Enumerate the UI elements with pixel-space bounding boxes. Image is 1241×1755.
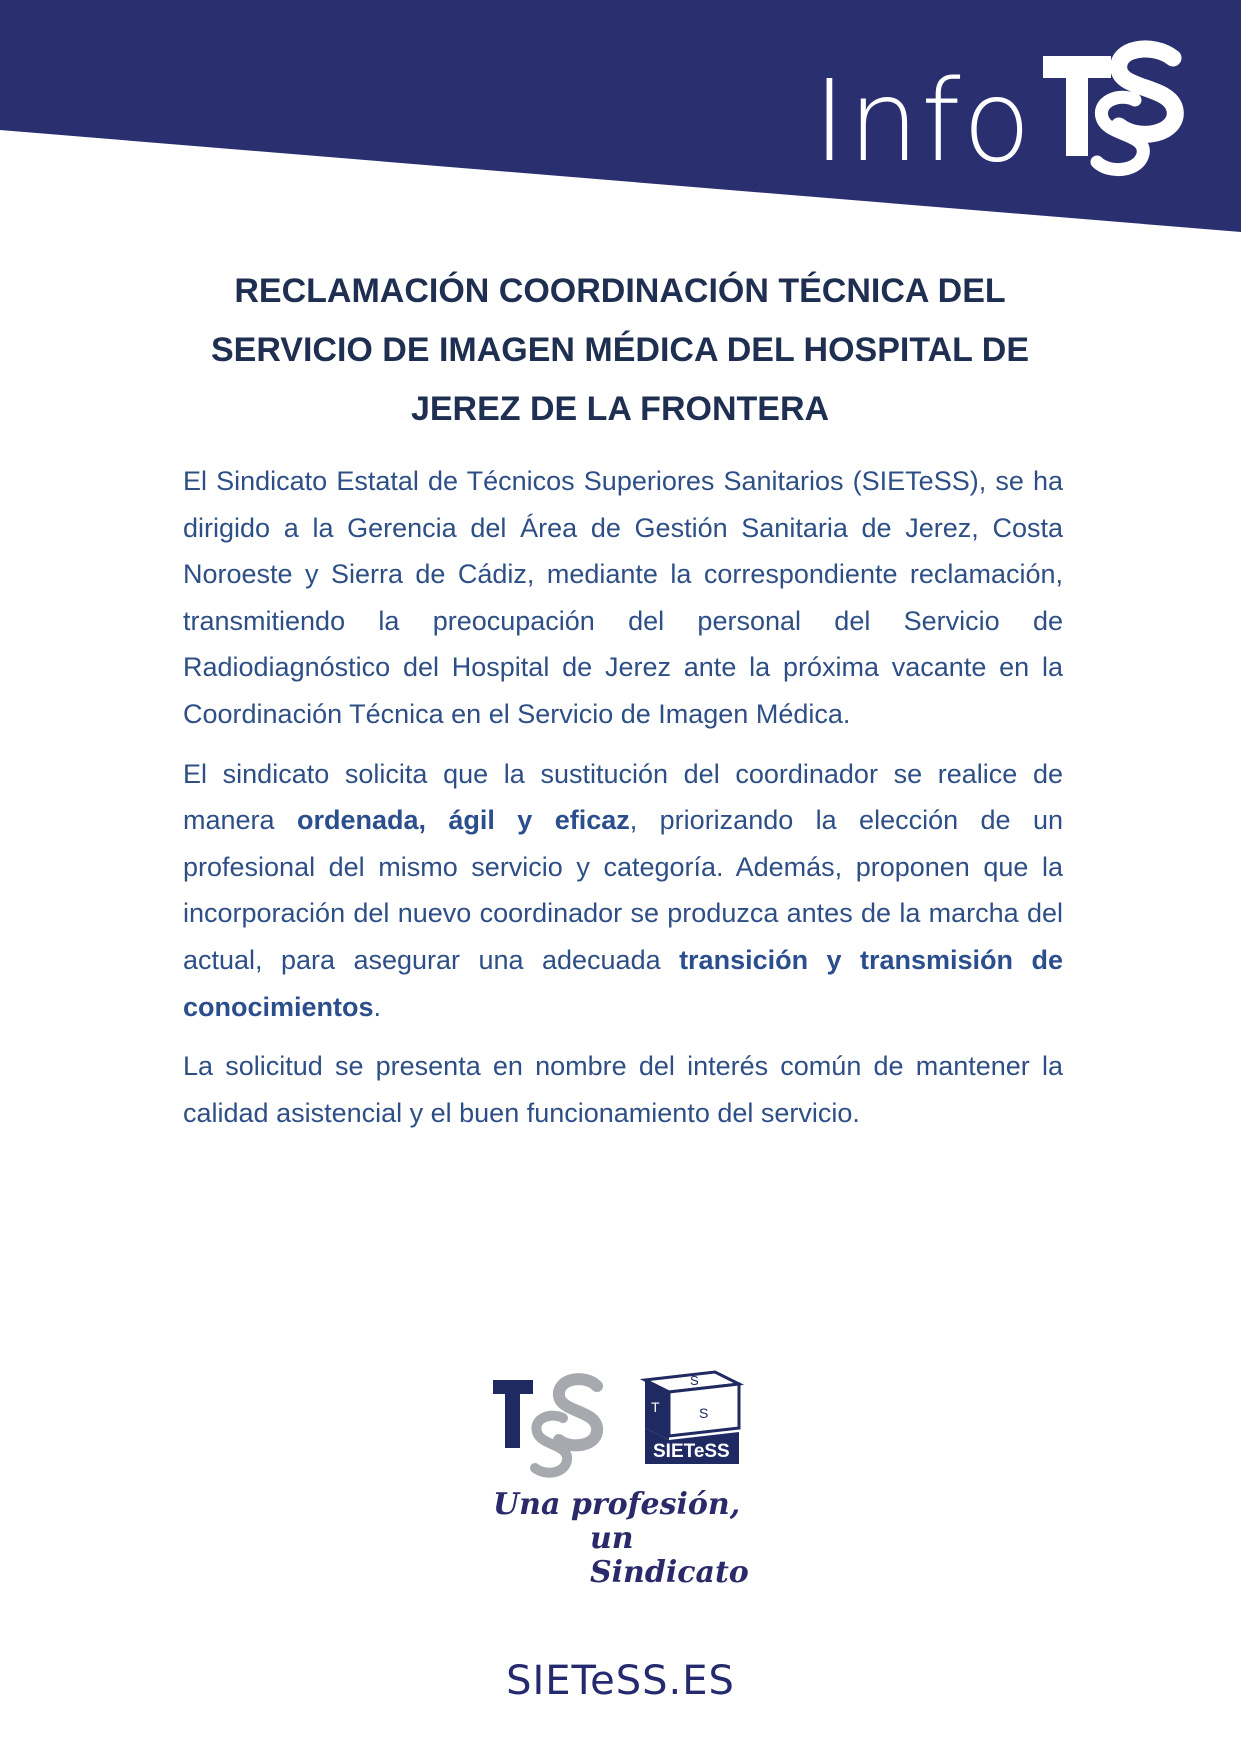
paragraph-2-text-a: El sindicato solicita que la sustitución del coordinador se realice de manera (183, 758, 1063, 836)
document-title (150, 262, 1090, 439)
cube-letter-right: S (699, 1405, 709, 1421)
paragraph-2-text-c: , priorizando la elección de un profesional del mismo servicio y categoría. Además, proponen que la incorporación del nuevo coordinador se produzca antes de la marcha del actual, para asegurar una adecuada (183, 805, 1063, 975)
paragraph-1: El Sindicato Estatal de Técnicos Superiores Sanitarios (SIETeSS), se ha dirigido a la Gerencia del Área de Gestión Sanitaria de Jerez, Costa Noroeste y Sierra de Cádiz, mediante la correspondiente reclamación, transmitiendo la preocupación del personal del Servicio de Radiodiagnóstico del Hospital de Jerez ante la próxima vacante en la Coordinación Técnica en el Servicio de Imagen Médica. (183, 466, 1063, 729)
tss-logo-icon (1043, 38, 1193, 178)
sietess-logo-block (485, 1370, 775, 1590)
brand-prefix: Info (813, 57, 1033, 187)
document-body (183, 458, 1063, 1149)
tagline-line-1: Una profesión, (493, 1487, 741, 1522)
cube-letter-top: S (690, 1373, 699, 1388)
sietess-logo-icon (485, 1370, 775, 1490)
infotss-brand (813, 28, 1193, 187)
title-line-1: RECLAMACIÓN COORDINACIÓN TÉCNICA DEL (234, 272, 1006, 310)
paragraph-2-emphasis-2: transición y transmisión de conocimientos (183, 944, 1063, 1022)
paragraph-2 (183, 751, 1063, 1031)
cube-letter-left: T (651, 1399, 660, 1415)
tagline-line-2: un Sindicato (590, 1521, 749, 1590)
paragraph-2-text-e: . (373, 991, 382, 1022)
title-line-3: JEREZ DE LA FRONTERA (410, 390, 830, 428)
footer-website: SIETeSS.ES (506, 1658, 735, 1704)
paragraph-2-emphasis-1: ordenada, ágil y eficaz (296, 805, 630, 836)
org-name: SIETeSS (653, 1441, 730, 1462)
title-line-2: SERVICIO DE IMAGEN MÉDICA DEL HOSPITAL DE (211, 331, 1029, 369)
paragraph-3: La solicitud se presenta en nombre del interés común de mantener la calidad asistencial y el buen funcionamiento del servicio. (183, 1051, 1063, 1128)
tagline (485, 1488, 775, 1590)
